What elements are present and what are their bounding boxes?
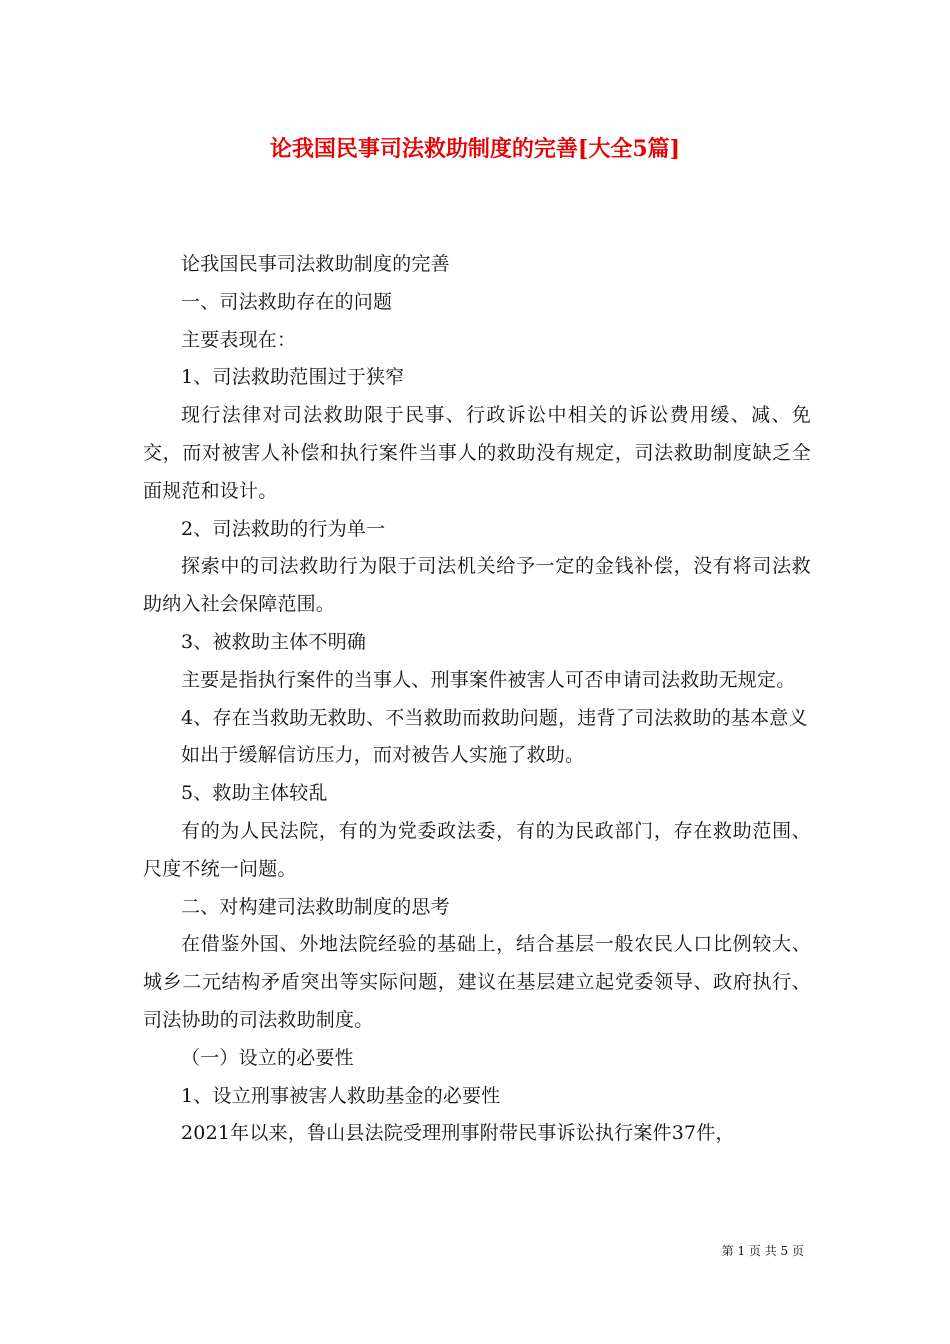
paragraph: 在借鉴外国、外地法院经验的基础上，结合基层一般农民人口比例较大、城乡二元结构矛盾突出等实际问题，建议在基层建立起党委领导、政府执行、司法协助的司法救助制度。	[143, 933, 811, 1031]
page-number: 第 1 页 共 5 页	[721, 1244, 804, 1258]
subsection-heading: （一）设立的必要性	[181, 1046, 354, 1069]
paragraph: 现行法律对司法救助限于民事、行政诉讼中相关的诉讼费用缓、减、免交，而对被害人补偿和执行案件当事人的救助没有规定，司法救助制度缺乏全面规范和设计。	[143, 404, 811, 502]
list-heading: 2、司法救助的行为单一	[181, 517, 386, 540]
list-heading: 5、救助主体较乱	[181, 782, 328, 805]
list-heading: 4、存在当救助无救助、不当救助而救助问题，违背了司法救助的基本意义	[181, 706, 808, 729]
section-heading: 一、司法救助存在的问题	[181, 290, 393, 313]
section-heading: 二、对构建司法救助制度的思考	[181, 895, 450, 918]
list-heading: 1、设立刑事被害人救助基金的必要性	[181, 1084, 501, 1107]
paragraph: 有的为人民法院，有的为党委政法委，有的为民政部门，存在救助范围、尺度不统一问题。	[143, 819, 811, 880]
paragraph: 探索中的司法救助行为限于司法机关给予一定的金钱补偿，没有将司法救助纳入社会保障范围。	[143, 555, 811, 616]
document-title: 论我国民事司法救助制度的完善[大全5篇]	[269, 136, 681, 162]
list-heading: 3、被救助主体不明确	[181, 630, 367, 653]
paragraph: 主要是指执行案件的当事人、刑事案件被害人可否申请司法救助无规定。	[181, 668, 796, 691]
document-body	[143, 246, 811, 1153]
paragraph: 论我国民事司法救助制度的完善	[181, 253, 450, 275]
paragraph: 2021年以来，鲁山县法院受理刑事附带民事诉讼执行案件37件，	[181, 1122, 735, 1145]
list-heading: 1、司法救助范围过于狭窄	[181, 366, 405, 389]
paragraph: 如出于缓解信访压力，而对被告人实施了救助。	[181, 744, 585, 767]
paragraph: 主要表现在：	[181, 328, 297, 351]
